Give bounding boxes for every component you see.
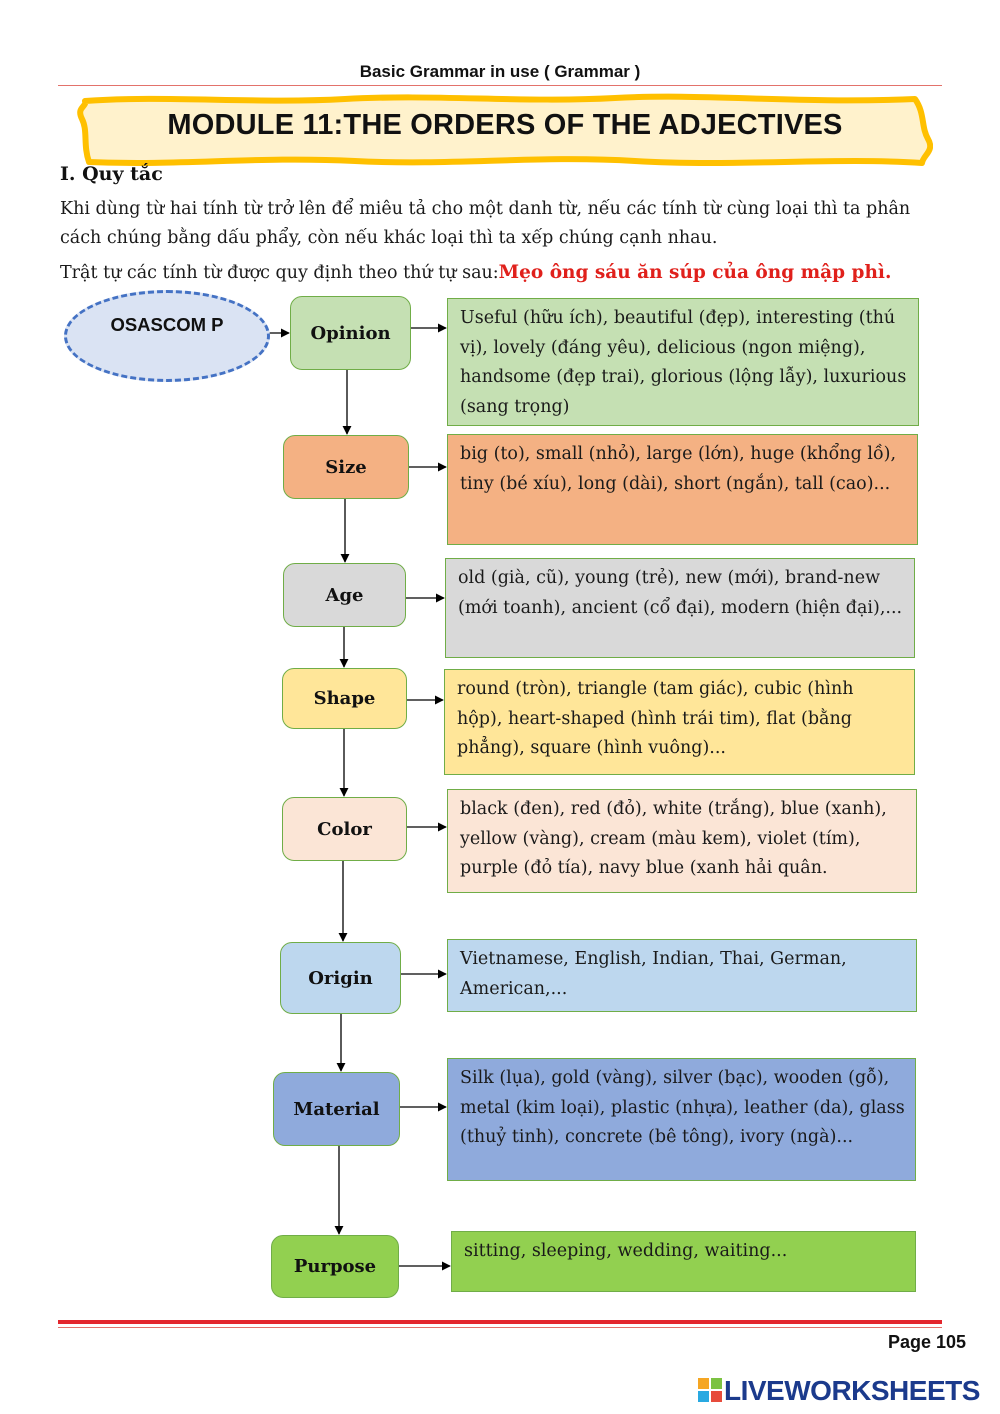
category-opinion: Opinion [290,296,411,370]
watermark-brand[interactable]: LIVEWORKSHEETS [724,1375,980,1406]
category-age: Age [283,563,406,627]
module-title: MODULE 11:THE ORDERS OF THE ADJECTIVES [167,109,843,141]
header-title: Basic Grammar in use ( Grammar ) [359,62,641,81]
category-material: Material [273,1072,400,1146]
intro-paragraph: Khi dùng từ hai tính từ trở lên để miêu tả cho một danh từ, nếu các tính từ cùng loại thì ta phân cách chúng bằng dấu phẩy, còn nếu khác loại thì ta xếp chúng cạnh nhau. [60,199,911,248]
examples-material: Silk (lụa), gold (vàng), silver (bạc), wooden (gỗ), metal (kim loại), plastic (nhựa), leather (da), glass (thuỷ tinh), concrete (bê tông), ivory (ngà)... [447,1058,916,1181]
examples-origin: Vietnamese, English, Indian, Thai, German, American,... [447,939,917,1012]
order-rule-lead: Trật tự các tính từ được quy định theo thứ tự sau: [60,263,499,283]
section-heading: I. Quy tắc [60,163,163,185]
footer-divider [58,1320,942,1324]
page-number: Page 105 [887,1332,966,1352]
category-purpose: Purpose [271,1235,399,1298]
examples-shape: round (tròn), triangle (tam giác), cubic (hình hộp), heart-shaped (hình trái tim), flat (bằng phẳng), square (hình vuông)... [444,669,915,775]
examples-size: big (to), small (nhỏ), large (lớn), huge (khổng lồ), tiny (bé xíu), long (dài), short (ngắn), tall (cao)... [447,434,918,545]
footer-divider-thin [58,1327,942,1328]
category-size: Size [283,435,409,499]
examples-age: old (già, cũ), young (trẻ), new (mới), brand-new (mới toanh), ancient (cổ đại), modern (hiện đại),... [445,558,915,658]
mnemonic-tip: Mẹo ông sáu ăn súp của ông mập phì. [498,262,892,283]
examples-opinion: Useful (hữu ích), beautiful (đẹp), interesting (thú vị), lovely (đáng yêu), delicious (ngon miệng), handsome (đẹp trai), glorious (lộng lẫy), luxurious (sang trọng) [447,298,919,426]
mnemonic-ellipse: OSASCOM P [64,290,270,382]
category-color: Color [282,797,407,861]
examples-color: black (đen), red (đỏ), white (trắng), blue (xanh), yellow (vàng), cream (màu kem), violet (tím), purple (đỏ tía), navy blue (xanh hải quân. [447,789,917,893]
liveworksheets-logo-icon [698,1378,722,1402]
header-divider [58,85,942,86]
examples-purpose: sitting, sleeping, wedding, waiting... [451,1231,916,1292]
category-origin: Origin [280,942,401,1014]
category-shape: Shape [282,668,407,729]
